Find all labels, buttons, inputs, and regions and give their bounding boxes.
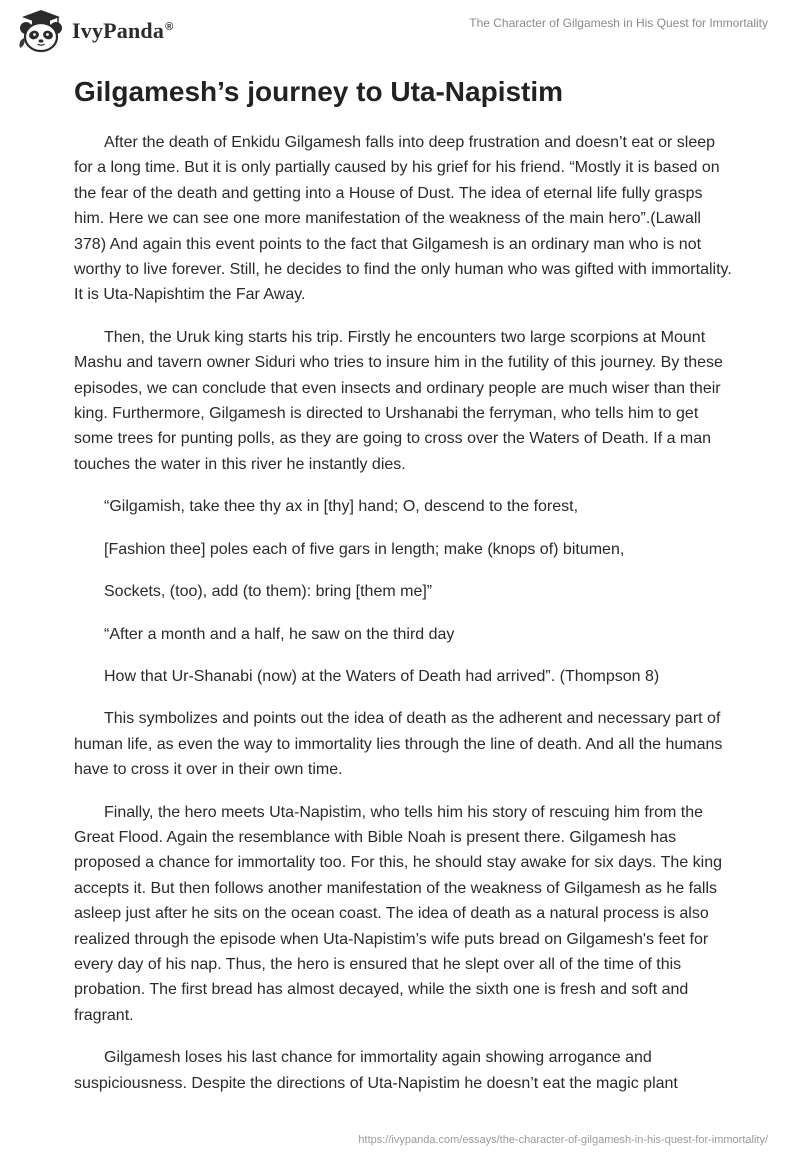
- quote-line: How that Ur-Shanabi (now) at the Waters of Death had arrived”. (Thompson 8): [104, 667, 660, 685]
- source-url[interactable]: https://ivypanda.com/essays/the-character-of-gilgamesh-in-his-quest-for-immortality/: [358, 1134, 768, 1146]
- section-heading: Gilgamesh’s journey to Uta-Napistim: [74, 76, 564, 107]
- paragraph: After the death of Enkidu Gilgamesh falls into deep frustration and doesn’t eat or sleep for a long time. But it is only partially caused by his grief for his friend. “Mostly it is based on the fear of the death and getting into a House of Dust. The idea of eternal life fully grasps him. Here we can see one more manifestation of the weakness of the main hero”.(Lawall 378) And again this event points to the fact that Gilgamesh is an ordinary man who is not worthy to live forever. Still, he decides to find the only human who was gifted with immortality. It is Uta-Napishtim the Far Away.: [74, 134, 732, 304]
- article-body: [74, 74, 734, 1113]
- brand-name: [72, 18, 173, 44]
- ivypanda-logo[interactable]: [16, 8, 173, 54]
- quote-line: [Fashion thee] poles each of five gars in length; make (knops of) bitumen,: [104, 540, 625, 558]
- page-header: [0, 0, 800, 62]
- paragraph: Gilgamesh loses his last chance for immortality again showing arrogance and suspiciousness. Despite the directions of Uta-Napistim he doesn’t eat the magic plant: [74, 1049, 678, 1092]
- registered-mark: ®: [165, 20, 174, 33]
- quote-line: “Gilgamish, take thee thy ax in [thy] hand; O, descend to the forest,: [104, 498, 579, 516]
- quote-line: “After a month and a half, he saw on the third day: [104, 625, 455, 643]
- brand-name-text: IvyPanda: [72, 18, 165, 43]
- quote-line: Sockets, (too), add (to them): bring [them me]”: [104, 583, 433, 601]
- paragraph: Then, the Uruk king starts his trip. Firstly he encounters two large scorpions at Mount Mashu and tavern owner Siduri who tries to insure him in the futility of this journey. By these episodes, we can conclude that even insects and ordinary people are much wiser than their king. Furthermore, Gilgamesh is directed to Urshanabi the ferryman, who tells him to get some trees for punting polls, as they are going to cross over the Waters of Death. If a man touches the water in this river he instantly dies.: [74, 328, 723, 473]
- paragraph: Finally, the hero meets Uta-Napistim, who tells him his story of rescuing him from the Great Flood. Again the resemblance with Bible Noah is present there. Gilgamesh has proposed a chance for immortality too. For this, he should stay awake for six days. The king accepts it. But then follows another manifestation of the weakness of Gilgamesh as he falls asleep just after he sits on the ocean coast. The idea of death as a natural process is also realized through the episode when Uta-Napistim’s wife puts bread on Gilgamesh's feet for every day of his nap. Thus, the hero is ensured that he slept over all of the time of this probation. The first bread has almost decayed, while the sixth one is fresh and soft and fragrant.: [74, 803, 723, 1024]
- paragraph: This symbolizes and points out the idea of death as the adherent and necessary part of human life, as even the way to immortality lies through the line of death. And all the humans have to cross it over in their own time.: [74, 710, 723, 779]
- document-title: The Character of Gilgamesh in His Quest for Immortality: [469, 16, 768, 30]
- panda-graduate-icon: [16, 8, 66, 54]
